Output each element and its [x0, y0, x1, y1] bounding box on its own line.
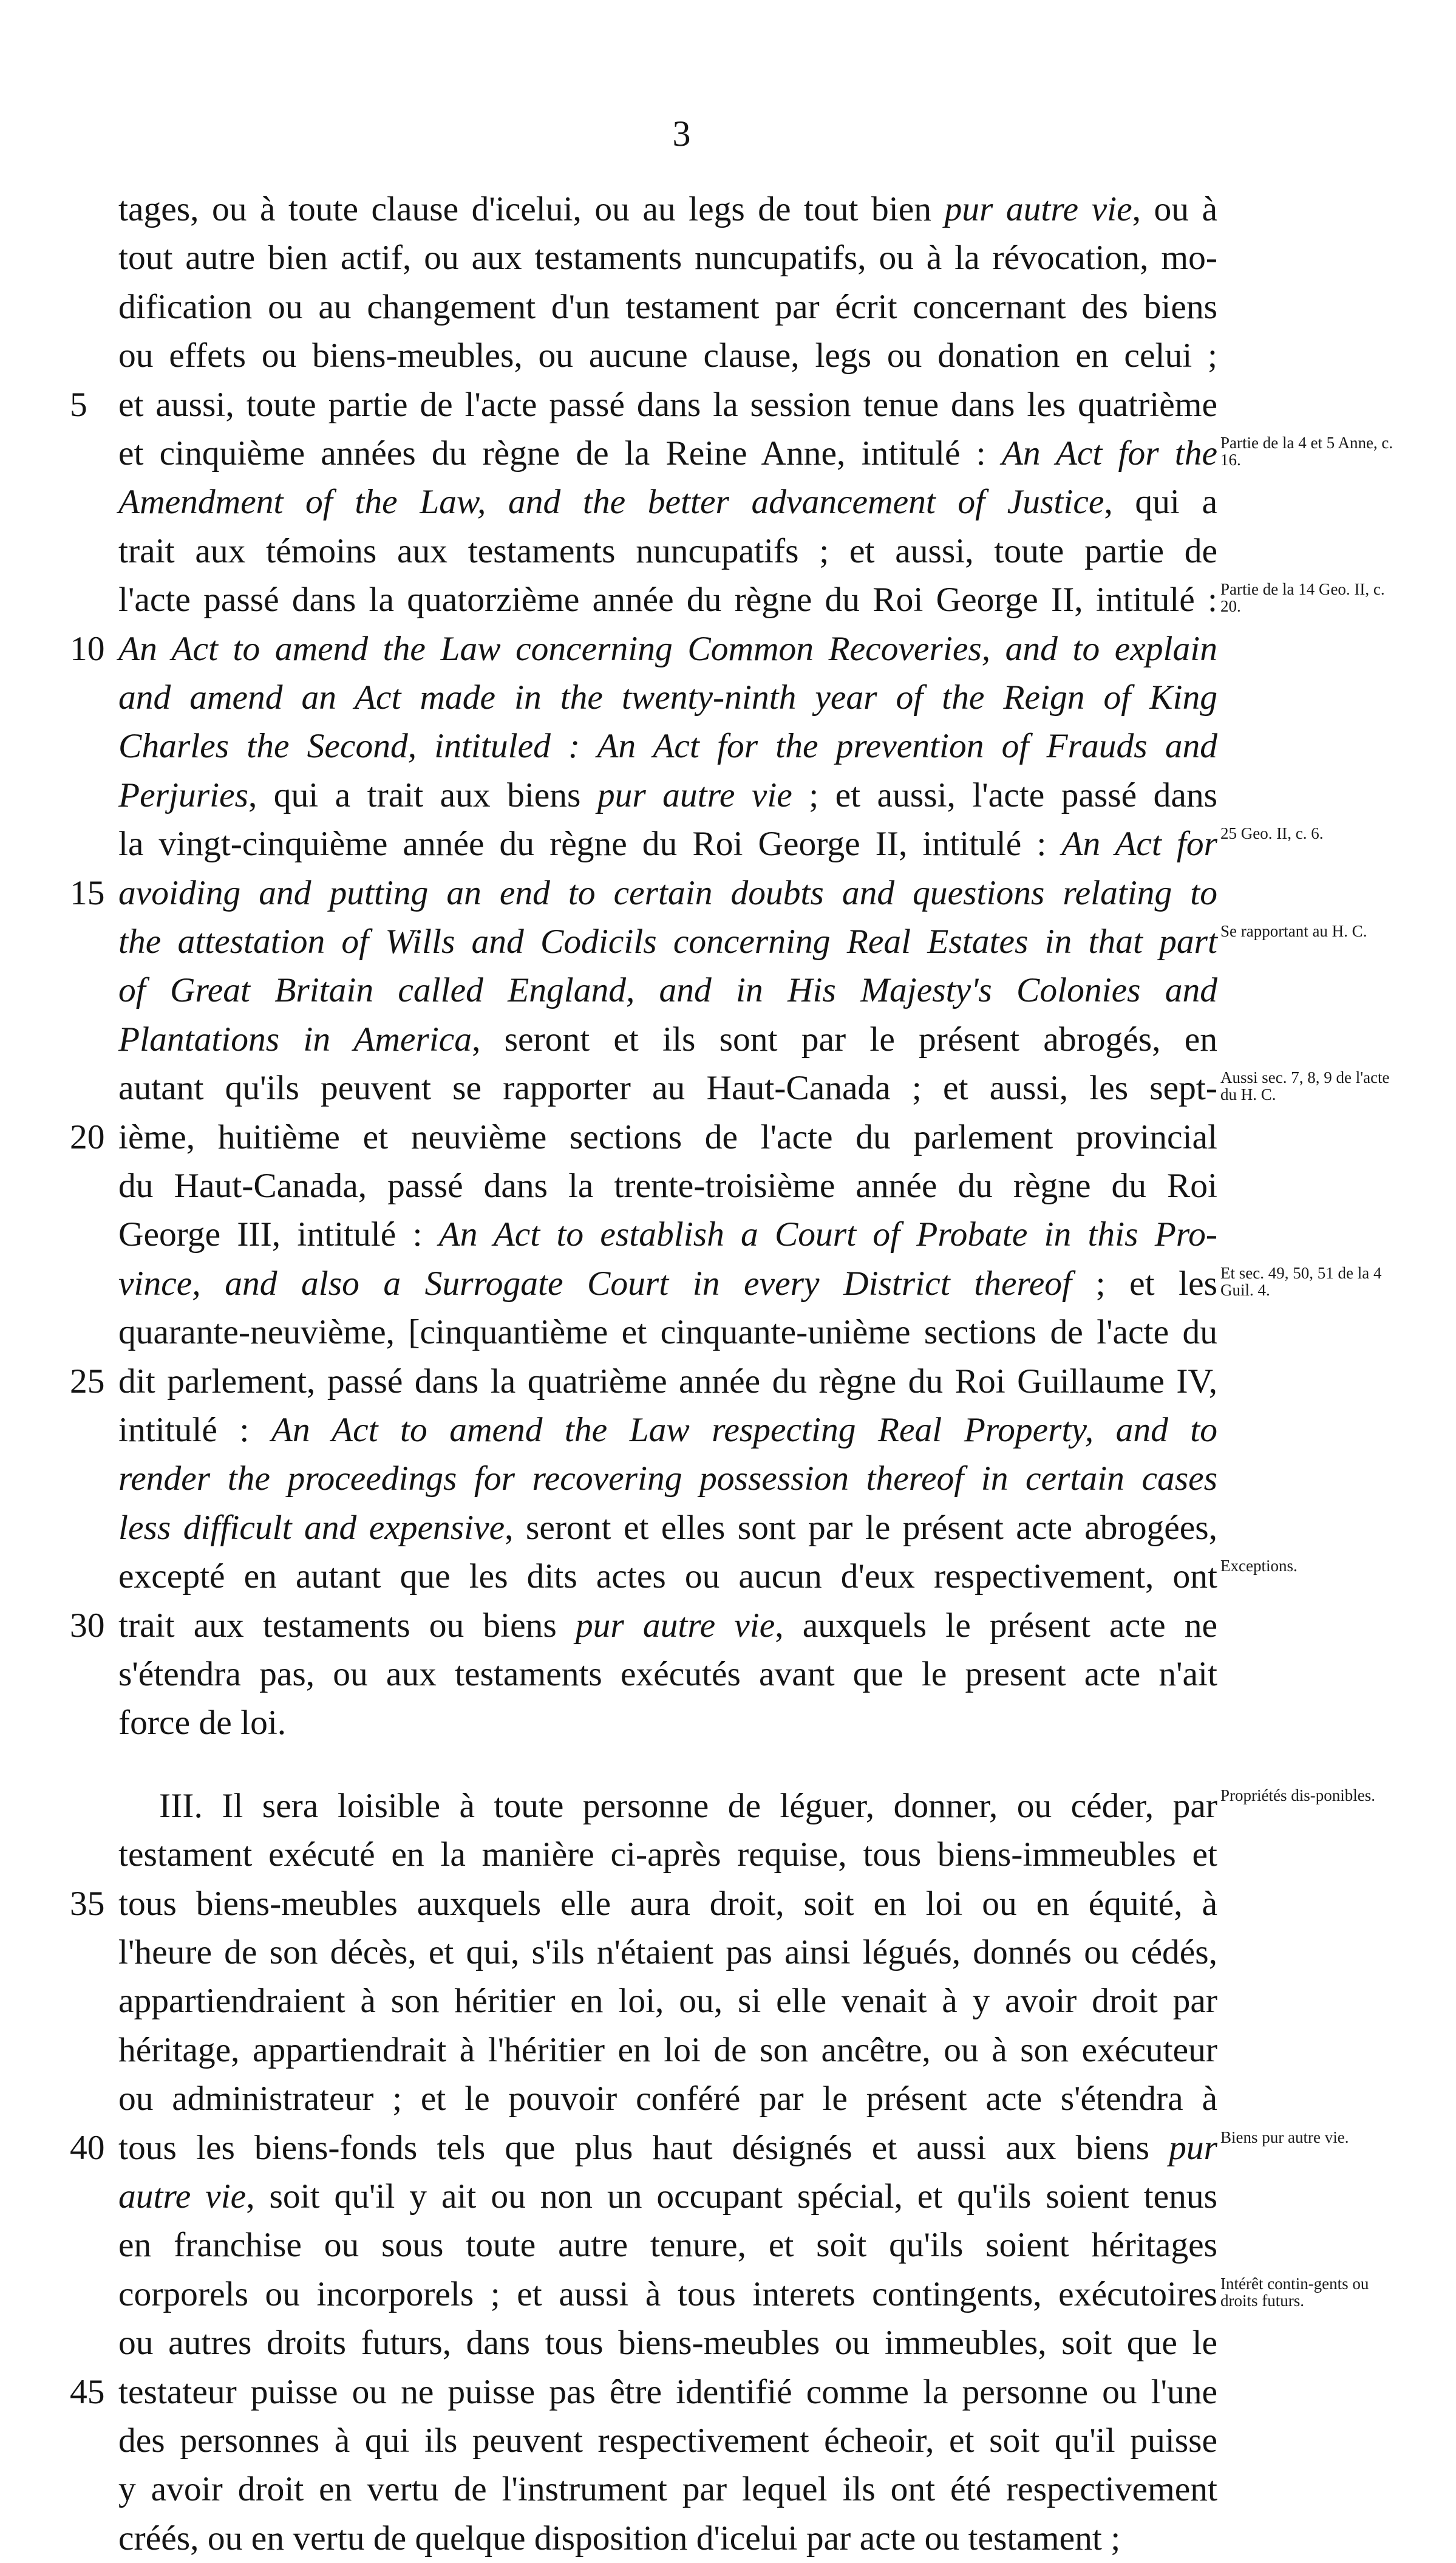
margin-note: Partie de la 14 Geo. II, c. 20.	[1220, 580, 1385, 616]
text-line: corporels ou incorporels ; et aussi à tous interets contingents, exécutoires	[118, 2275, 1217, 2313]
text-line: autant qu'ils peuvent se rapporter au Haut-Canada ; et aussi, les sept-	[118, 1069, 1217, 1108]
text-line: la vingt-cinquième année du règne du Roi George II, intitulé : An Act for	[118, 825, 1218, 864]
text-line: ième, huitième et neuvième sections de l'acte du parlement provincial	[118, 1118, 1217, 1156]
line-number: 25	[70, 1362, 105, 1401]
text-line: l'acte passé dans la quatorzième année du règne du Roi George II, intitulé :	[118, 581, 1217, 619]
text-line: et aussi, toute partie de l'acte passé dans la session tenue dans les quatrième	[118, 385, 1217, 424]
text-line: héritage, appartiendrait à l'héritier en loi de son ancêtre, ou à son exécuteur	[118, 2030, 1217, 2069]
line-number: 45	[70, 2372, 105, 2411]
text-line: tous les biens-fonds tels que plus haut désignés et aussi aux biens pur	[118, 2128, 1217, 2167]
text-line: the attestation of Wills and Codicils concerning Real Estates in that part	[118, 923, 1217, 961]
text-line: ou administrateur ; et le pouvoir conféré par le présent acte s'étendra à	[118, 2080, 1217, 2118]
text-line: s'étendra pas, ou aux testaments exécutés avant que le present acte n'ait	[118, 1655, 1217, 1693]
line-number: 40	[70, 2128, 105, 2167]
text-line: Plantations in America, seront et ils sont par le présent abrogés, en	[118, 1020, 1217, 1059]
text-line: trait aux témoins aux testaments nuncupatifs ; et aussi, toute partie de	[118, 531, 1217, 570]
text-line: George III, intitulé : An Act to establish a Court of Probate in this Pro-	[118, 1215, 1217, 1254]
line-number: 30	[70, 1606, 105, 1645]
text-line: of Great Britain called England, and in His Majesty's Colonies and	[118, 971, 1217, 1010]
text-line: force de loi.	[118, 1704, 287, 1742]
text-line: l'heure de son décès, et qui, s'ils n'étaient pas ainsi légués, donnés ou cédés,	[118, 1933, 1217, 1971]
text-line: vince, and also a Surrogate Court in every District thereof ; et les	[118, 1264, 1217, 1303]
margin-note: Biens pur autre vie.	[1220, 2128, 1349, 2146]
text-line: and amend an Act made in the twenty-ninth year of the Reign of King	[118, 678, 1217, 717]
margin-note: Partie de la 4 et 5 Anne, c. 16.	[1220, 434, 1393, 469]
text-line: dification ou au changement d'un testament par écrit concernant des biens	[118, 287, 1217, 326]
margin-note: Intérêt contin-gents ou droits futurs.	[1220, 2274, 1369, 2310]
text-line: less difficult and expensive, seront et elles sont par le présent acte abrogées,	[118, 1508, 1217, 1547]
text-line: tous biens-meubles auxquels elle aura droit, soit en loi ou en équité, à	[118, 1884, 1217, 1923]
text-line: Amendment of the Law, and the better advancement of Justice, qui a	[118, 483, 1217, 522]
text-line: en franchise ou sous toute autre tenure, et soit qu'ils soient héritages	[118, 2226, 1217, 2265]
text-line: tages, ou à toute clause d'icelui, ou au legs de tout bien pur autre vie, ou à	[118, 190, 1217, 228]
text-line: y avoir droit en vertu de l'instrument par lequel ils ont été respectivement	[118, 2470, 1217, 2509]
text-line: ou effets ou biens-meubles, ou aucune clause, legs ou donation en celui ;	[118, 336, 1217, 375]
text-line: intitulé : An Act to amend the Law respecting Real Property, and to	[118, 1411, 1218, 1449]
text-line: et cinquième années du règne de la Reine Anne, intitulé : An Act for the	[118, 434, 1217, 473]
line-number: 35	[70, 1884, 105, 1923]
line-number: 10	[70, 629, 105, 668]
text-line: dit parlement, passé dans la quatrième année du règne du Roi Guillaume IV,	[118, 1362, 1217, 1401]
text-line: quarante-neuvième, [cinquantième et cinquante-unième sections de l'acte du	[118, 1313, 1217, 1352]
text-line: render the proceedings for recovering possession thereof in certain cases	[118, 1459, 1217, 1498]
text-line: du Haut-Canada, passé dans la trente-troisième année du règne du Roi	[118, 1167, 1217, 1205]
text-line: appartiendraient à son héritier en loi, ou, si elle venait à y avoir droit par	[118, 1982, 1217, 2021]
text-line: testateur puisse ou ne puisse pas être identifié comme la personne ou l'une	[118, 2372, 1217, 2411]
text-line: III. Il sera loisible à toute personne de léguer, donner, ou céder, par	[159, 1786, 1217, 1825]
line-number: 15	[70, 873, 105, 912]
margin-note: Et sec. 49, 50, 51 de la 4 Guil. 4.	[1220, 1263, 1382, 1299]
line-number: 20	[70, 1118, 105, 1156]
text-line: An Act to amend the Law concerning Common Recoveries, and to explain	[118, 629, 1217, 668]
text-line: trait aux testaments ou biens pur autre vie, auxquels le présent acte ne	[118, 1606, 1217, 1645]
text-line: des personnes à qui ils peuvent respectivement écheoir, et soit qu'il puisse	[118, 2421, 1217, 2460]
margin-note: Exceptions.	[1220, 1557, 1298, 1575]
text-line: avoiding and putting an end to certain doubts and questions relating to	[118, 873, 1217, 912]
text-line: testament exécuté en la manière ci-après requise, tous biens-immeubles et	[118, 1835, 1217, 1874]
margin-note: 25 Geo. II, c. 6.	[1220, 824, 1324, 843]
text-line: excepté en autant que les dits actes ou aucun d'eux respectivement, ont	[118, 1557, 1217, 1596]
line-number: 5	[70, 385, 87, 424]
text-line: créés, ou en vertu de quelque disposition d'icelui par acte ou testament ;	[118, 2519, 1121, 2558]
text-line: Charles the Second, intituled : An Act for the prevention of Frauds and	[118, 727, 1217, 766]
text-line: autre vie, soit qu'il y ait ou non un occupant spécial, et qu'ils soient tenus	[118, 2177, 1217, 2216]
page-number: 3	[672, 114, 691, 154]
margin-note: Aussi sec. 7, 8, 9 de l'acte du H. C.	[1220, 1068, 1390, 1104]
margin-note: Propriétés dis-ponibles.	[1220, 1786, 1375, 1804]
margin-note: Se rapportant au H. C.	[1220, 922, 1367, 940]
text-line: Perjuries, qui a trait aux biens pur autre vie ; et aussi, l'acte passé dans	[118, 776, 1217, 814]
text-line: tout autre bien actif, ou aux testaments nuncupatifs, ou à la révocation, mo-	[118, 239, 1217, 278]
text-line: ou autres droits futurs, dans tous biens-meubles ou immeubles, soit que le	[118, 2324, 1217, 2363]
